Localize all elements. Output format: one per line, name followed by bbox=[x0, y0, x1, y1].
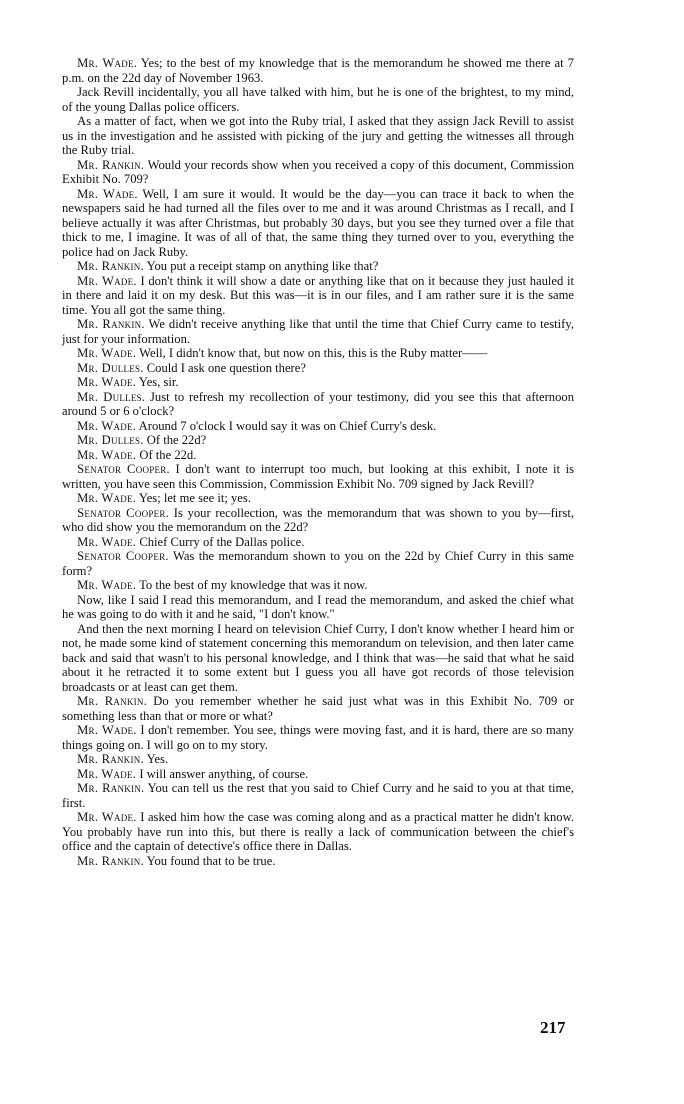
testimony-paragraph bbox=[62, 810, 574, 854]
speaker-name: Mr. Wade. bbox=[77, 56, 138, 70]
speaker-name: Senator Cooper. bbox=[77, 505, 170, 520]
testimony-paragraph bbox=[62, 723, 574, 752]
testimony-paragraph bbox=[62, 854, 574, 869]
speaker-name: Mr. Wade. bbox=[77, 418, 137, 433]
speaker-name: Mr. Wade. bbox=[77, 273, 137, 288]
paragraph-text: Around 7 o'clock I would say it was on Chief Curry's desk. bbox=[138, 418, 437, 433]
testimony-paragraph bbox=[62, 158, 574, 187]
speaker-name: Senator Cooper. bbox=[77, 549, 169, 563]
testimony-paragraph bbox=[62, 593, 574, 622]
paragraph-text: And then the next morning I heard on television Chief Curry, I don't know whether I heard him or not, he made some kind of statement concerning this memorandum on television, and then later came back and said that wasn't to his personal knowledge, and I think that was—he said that what he said about it he retracted it to some extent but I guess you all have got records of those television broadcasts or at least can get them. bbox=[62, 621, 574, 694]
paragraph-text: I will answer anything, of course. bbox=[139, 766, 309, 781]
testimony-paragraph bbox=[62, 375, 574, 390]
paragraph-text: Just to refresh my recollection of your testimony, did you see this that afternoon around 5 or 6 o'clock? bbox=[62, 389, 574, 418]
testimony-paragraph bbox=[62, 448, 574, 463]
speaker-name: Mr. Wade. bbox=[77, 534, 137, 549]
testimony-paragraph bbox=[62, 56, 574, 85]
testimony-paragraph bbox=[62, 535, 574, 550]
testimony-paragraph bbox=[62, 433, 574, 448]
paragraph-text: As a matter of fact, when we got into the Ruby trial, I asked that they assign Jack Revill to assist us in the investigation and he assisted with picking of the jury and getting the witnesses all through the Ruby trial. bbox=[62, 114, 574, 157]
speaker-name: Mr. Wade. bbox=[77, 346, 137, 360]
testimony-paragraph bbox=[62, 419, 574, 434]
testimony-paragraph bbox=[62, 390, 574, 419]
paragraph-text: I don't think it will show a date or anything like that on it because they just hauled it in there and laid it on my desk. But this was—it is in our files, and I am rather sure it is the same time. You all got the same thing. bbox=[62, 273, 574, 317]
paragraph-text: Do you remember whether he said just what was in this Exhibit No. 709 or something less than that or more or what? bbox=[62, 694, 574, 723]
paragraph-text: You can tell us the rest that you said to Chief Curry and he said to you at that time, first. bbox=[62, 781, 574, 810]
testimony-paragraph bbox=[62, 114, 574, 158]
paragraph-text: Would your records show when you received a copy of this document, Commission Exhibit No. 709? bbox=[62, 157, 574, 186]
speaker-name: Senator Cooper. bbox=[77, 462, 170, 476]
speaker-name: Mr. Dulles. bbox=[77, 433, 144, 447]
paragraph-text: We didn't receive anything like that until the time that Chief Curry came to testify, just for your information. bbox=[62, 317, 574, 346]
paragraph-text: I asked him how the case was coming along and as a practical matter he didn't know. You probably have run into this, but there is really a lack of communication between the chief's office and the captain of detective's office there in Dallas. bbox=[62, 810, 574, 853]
testimony-paragraph bbox=[62, 187, 574, 260]
testimony-paragraph bbox=[62, 549, 574, 578]
speaker-name: Mr. Wade. bbox=[77, 491, 137, 505]
speaker-name: Mr. Dulles. bbox=[77, 360, 144, 375]
paragraph-text: Jack Revill incidentally, you all have talked with him, but he is one of the brightest, to my mind, of the young Dallas police officers. bbox=[62, 85, 574, 114]
speaker-name: Mr. Wade. bbox=[77, 447, 137, 462]
testimony-paragraph bbox=[62, 781, 574, 810]
testimony-paragraph bbox=[62, 85, 574, 114]
paragraph-text: Well, I am sure it would. It would be the day—you can trace it back to when the newspapers said he had turned all the files over to me and it was around Christmas as I recall, and I believe actually it was after Christmas, but probably 30 days, but you see they turned over a file that thick to me, I imagine. It was of all of that, the same thing they turned over to you, everything the police had on Jack Ruby. bbox=[62, 186, 574, 259]
paragraph-text: Chief Curry of the Dallas police. bbox=[139, 534, 305, 549]
testimony-paragraph bbox=[62, 317, 574, 346]
speaker-name: Mr. Wade. bbox=[77, 375, 137, 389]
paragraph-text: Of the 22d. bbox=[139, 447, 197, 462]
paragraph-text: Yes; to the best of my knowledge that is the memorandum he showed me there at 7 p.m. on the 22d day of November 1963. bbox=[62, 56, 574, 85]
speaker-name: Mr. Wade. bbox=[77, 578, 137, 592]
testimony-text bbox=[62, 56, 574, 868]
testimony-paragraph bbox=[62, 361, 574, 376]
speaker-name: Mr. Rankin. bbox=[77, 752, 144, 766]
speaker-name: Mr. Wade. bbox=[77, 810, 137, 824]
testimony-paragraph bbox=[62, 694, 574, 723]
speaker-name: Mr. Rankin. bbox=[77, 157, 145, 172]
speaker-name: Mr. Rankin. bbox=[77, 853, 144, 868]
page-number: 217 bbox=[540, 1018, 566, 1037]
paragraph-text: Well, I didn't know that, but now on this, this is the Ruby matter—— bbox=[139, 346, 488, 360]
testimony-paragraph bbox=[62, 622, 574, 695]
paragraph-text: I don't want to interrupt too much, but looking at this exhibit, I note it is written, you have seen this Commission, Commission Exhibit No. 709 signed by Jack Revill? bbox=[62, 462, 574, 491]
paragraph-text: Of the 22d? bbox=[146, 433, 207, 447]
speaker-name: Mr. Wade. bbox=[77, 723, 137, 737]
paragraph-text: You put a receipt stamp on anything like that? bbox=[146, 259, 379, 273]
testimony-paragraph bbox=[62, 767, 574, 782]
speaker-name: Mr. Rankin. bbox=[77, 694, 148, 708]
paragraph-text: Is your recollection, was the memorandum that was shown to you by—first, who did show you the memorandum on the 22d? bbox=[62, 505, 575, 534]
paragraph-text: You found that to be true. bbox=[146, 853, 276, 868]
testimony-paragraph bbox=[62, 506, 574, 535]
speaker-name: Mr. Rankin. bbox=[77, 781, 145, 795]
testimony-paragraph bbox=[62, 578, 574, 593]
speaker-name: Mr. Dulles. bbox=[77, 389, 146, 404]
testimony-paragraph bbox=[62, 259, 574, 274]
speaker-name: Mr. Wade. bbox=[77, 186, 138, 201]
paragraph-text: Yes; let me see it; yes. bbox=[138, 491, 251, 505]
testimony-paragraph bbox=[62, 752, 574, 767]
paragraph-text: Yes. bbox=[146, 752, 169, 766]
speaker-name: Mr. Wade. bbox=[77, 766, 137, 781]
paragraph-text: Yes, sir. bbox=[138, 375, 179, 389]
paragraph-text: I don't remember. You see, things were moving fast, and it is hard, there are so many things going on. I will go on to my story. bbox=[62, 723, 574, 752]
testimony-paragraph bbox=[62, 462, 574, 491]
speaker-name: Mr. Rankin. bbox=[77, 259, 144, 273]
paragraph-text: Now, like I said I read this memorandum, and I read the memorandum, and asked the chief what he was going to do with it and he said, "I don't know." bbox=[62, 592, 574, 621]
testimony-paragraph bbox=[62, 346, 574, 361]
paragraph-text: To the best of my knowledge that was it now. bbox=[139, 578, 368, 592]
testimony-paragraph bbox=[62, 491, 574, 506]
paragraph-text: Was the memorandum shown to you on the 22d by Chief Curry in this same form? bbox=[62, 549, 575, 578]
testimony-paragraph bbox=[62, 274, 574, 318]
paragraph-text: Could I ask one question there? bbox=[146, 360, 306, 375]
speaker-name: Mr. Rankin. bbox=[77, 317, 145, 331]
